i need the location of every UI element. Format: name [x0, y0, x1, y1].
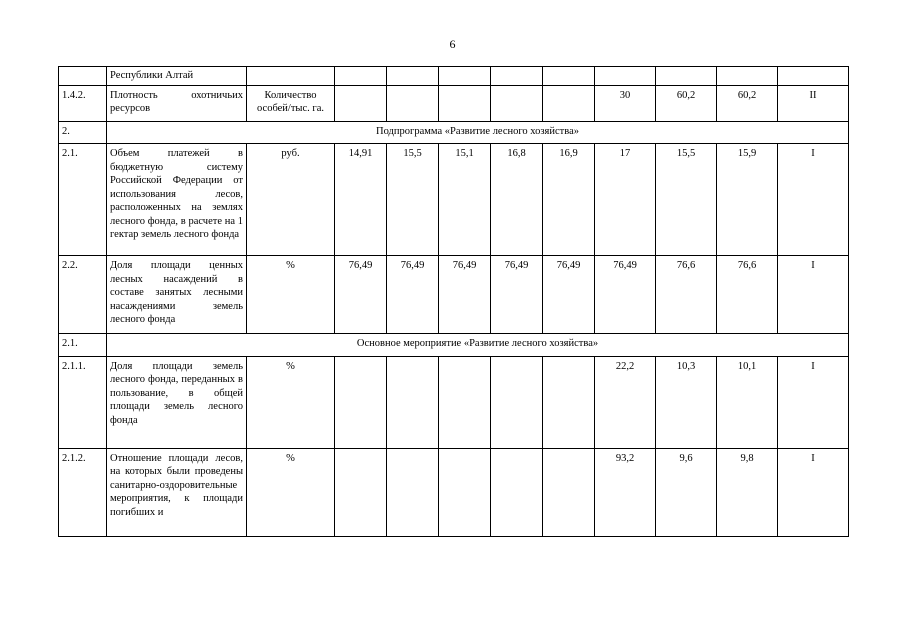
- value-cell: [387, 86, 439, 122]
- table-row: [59, 448, 849, 536]
- value-cell: 76,49: [491, 256, 543, 334]
- value-cell: [439, 448, 491, 536]
- table-row: [59, 144, 849, 256]
- value-cell: [491, 86, 543, 122]
- level-cell: [778, 67, 849, 86]
- row-number: 2.1.1.: [59, 356, 107, 448]
- indicator-name: Отношение площади лесов, на которых были проведены санитарно-оздоровительные мероприятия, к площади погибших и: [107, 448, 247, 536]
- value-cell: 76,49: [543, 256, 595, 334]
- section-number: 2.1.: [59, 334, 107, 356]
- value-cell: [439, 356, 491, 448]
- indicator-name: Республики Алтай: [107, 67, 247, 86]
- section-title: Основное мероприятие «Развитие лесного хозяйства»: [107, 334, 849, 356]
- value-cell: 9,6: [656, 448, 717, 536]
- level-cell: I: [778, 448, 849, 536]
- row-number: 2.2.: [59, 256, 107, 334]
- value-cell: [387, 356, 439, 448]
- unit-cell: %: [247, 448, 335, 536]
- value-cell: 76,49: [335, 256, 387, 334]
- value-cell: [439, 86, 491, 122]
- row-number: 2.1.: [59, 144, 107, 256]
- unit-cell: руб.: [247, 144, 335, 256]
- unit-cell: %: [247, 256, 335, 334]
- row-number: 1.4.2.: [59, 86, 107, 122]
- value-cell: [543, 86, 595, 122]
- value-cell: 60,2: [656, 86, 717, 122]
- value-cell: [335, 356, 387, 448]
- value-cell: [491, 67, 543, 86]
- level-cell: I: [778, 144, 849, 256]
- value-cell: 15,5: [387, 144, 439, 256]
- table-row: [59, 67, 849, 86]
- section-row: [59, 334, 849, 356]
- value-cell: [387, 448, 439, 536]
- indicator-name: Доля площади ценных лесных насаждений в составе занятых лесными насаждениями земель лесного фонда: [107, 256, 247, 334]
- value-cell: [335, 86, 387, 122]
- value-cell: [335, 67, 387, 86]
- value-cell: 15,9: [717, 144, 778, 256]
- value-cell: 16,9: [543, 144, 595, 256]
- value-cell: 9,8: [717, 448, 778, 536]
- value-cell: [656, 67, 717, 86]
- table-row: [59, 356, 849, 448]
- value-cell: 10,1: [717, 356, 778, 448]
- value-cell: [543, 67, 595, 86]
- value-cell: [491, 356, 543, 448]
- table-row: [59, 256, 849, 334]
- level-cell: I: [778, 256, 849, 334]
- row-number: [59, 67, 107, 86]
- value-cell: 14,91: [335, 144, 387, 256]
- value-cell: [335, 448, 387, 536]
- value-cell: 30: [595, 86, 656, 122]
- indicator-name: Доля площади земель лесного фонда, переданных в пользование, в общей площади земель лесного фонда: [107, 356, 247, 448]
- unit-cell: Количество особей/тыс. га.: [247, 86, 335, 122]
- value-cell: 22,2: [595, 356, 656, 448]
- level-cell: I: [778, 356, 849, 448]
- value-cell: [543, 448, 595, 536]
- value-cell: 76,49: [439, 256, 491, 334]
- value-cell: 10,3: [656, 356, 717, 448]
- value-cell: [491, 448, 543, 536]
- indicators-table: [58, 66, 849, 537]
- page-number: 6: [449, 37, 456, 51]
- value-cell: [543, 356, 595, 448]
- value-cell: 76,49: [595, 256, 656, 334]
- value-cell: 15,5: [656, 144, 717, 256]
- section-title: Подпрограмма «Развитие лесного хозяйства»: [107, 121, 849, 143]
- section-number: 2.: [59, 121, 107, 143]
- value-cell: [595, 67, 656, 86]
- table-row: [59, 86, 849, 122]
- value-cell: 60,2: [717, 86, 778, 122]
- value-cell: 93,2: [595, 448, 656, 536]
- value-cell: [717, 67, 778, 86]
- value-cell: 15,1: [439, 144, 491, 256]
- value-cell: [387, 67, 439, 86]
- indicator-name: Плотность охотничьих ресурсов: [107, 86, 247, 122]
- value-cell: [439, 67, 491, 86]
- value-cell: 17: [595, 144, 656, 256]
- unit-cell: %: [247, 356, 335, 448]
- indicator-name: Объем платежей в бюджетную систему Российской Федерации от использования лесов, расположенных на землях лесного фонда, в расчете на 1 гектар земель лесного фонда: [107, 144, 247, 256]
- level-cell: II: [778, 86, 849, 122]
- row-number: 2.1.2.: [59, 448, 107, 536]
- value-cell: 76,6: [656, 256, 717, 334]
- section-row: [59, 121, 849, 143]
- value-cell: 16,8: [491, 144, 543, 256]
- value-cell: 76,6: [717, 256, 778, 334]
- value-cell: 76,49: [387, 256, 439, 334]
- unit-cell: [247, 67, 335, 86]
